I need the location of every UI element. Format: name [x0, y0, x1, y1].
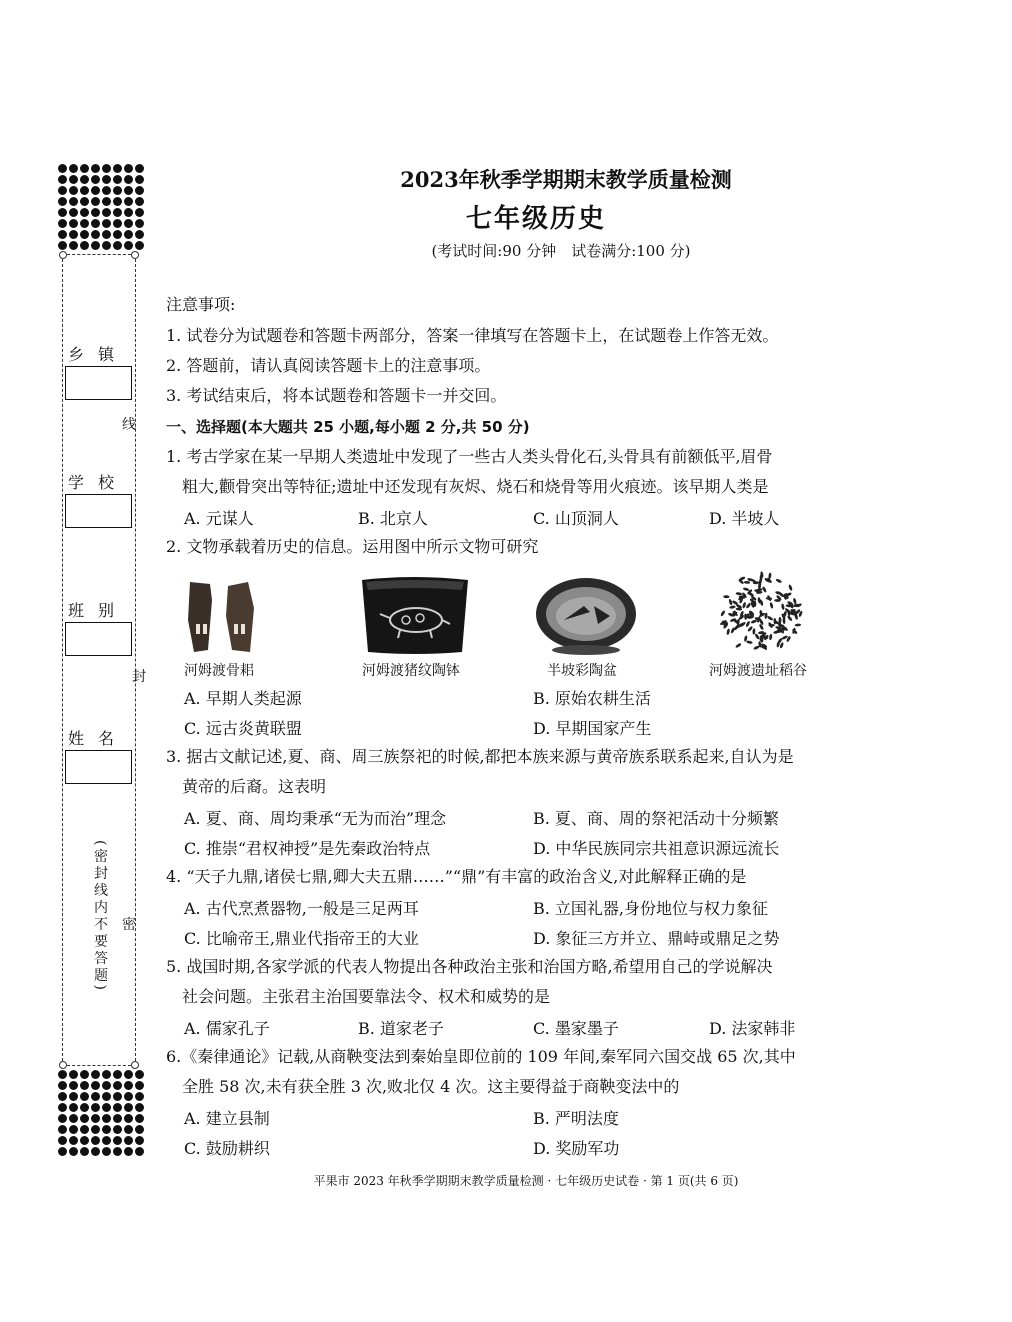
- dot: [58, 1147, 67, 1156]
- option: C. 比喻帝王,鼎业代指帝王的大业: [184, 929, 419, 948]
- dot: [58, 1081, 67, 1090]
- bottom-dot-pattern: [58, 1070, 140, 1157]
- dot: [102, 1147, 111, 1156]
- dot: [102, 1081, 111, 1090]
- field-label-town: 乡镇: [68, 345, 129, 364]
- page-footer: 平果市 2023 年秋季学期期末教学质量检测 · 七年级历史试卷 · 第 1 页(共 6 页): [313, 1174, 739, 1188]
- dot: [91, 1136, 100, 1145]
- rice-grain: [779, 642, 784, 649]
- option: D. 早期国家产生: [533, 719, 652, 738]
- dot: [102, 1092, 111, 1101]
- option: A. 建立县制: [184, 1109, 270, 1128]
- field-box-school[interactable]: [65, 494, 132, 528]
- rice-grain: [781, 603, 785, 610]
- option: B. 夏、商、周的祭祀活动十分频繁: [533, 809, 779, 828]
- rice-grain: [754, 633, 760, 640]
- image-caption: 河姆渡骨耜: [184, 663, 254, 679]
- option: A. 元谋人: [184, 509, 254, 528]
- dot: [80, 1114, 89, 1123]
- rice-grain: [736, 592, 743, 596]
- dot: [69, 1114, 78, 1123]
- dot: [69, 1103, 78, 1112]
- option: A. 古代烹煮器物,一般是三足两耳: [184, 899, 419, 918]
- field-box-name[interactable]: [65, 750, 132, 784]
- option: A. 早期人类起源: [184, 689, 302, 708]
- seal-char-secret: 密: [122, 917, 136, 933]
- question-text: 6.《秦律通论》记载,从商鞅变法到秦始皇即位前的 109 年间,秦军同六国交战 65 次,其中: [166, 1047, 796, 1066]
- rice-grain: [767, 615, 774, 621]
- dot: [58, 1114, 67, 1123]
- rice-grain: [787, 615, 793, 622]
- dot: [69, 1136, 78, 1145]
- exam-title: 2023年秋季学期期末教学质量检测: [400, 167, 732, 192]
- dot: [91, 1125, 100, 1134]
- option: C. 山顶洞人: [533, 509, 619, 528]
- exam-info: (考试时间:90 分钟 试卷满分:100 分): [431, 242, 691, 260]
- rice-grain: [793, 598, 797, 605]
- image-caption: 半坡彩陶盆: [547, 663, 617, 679]
- notice-item: 1. 试卷分为试题卷和答题卡两部分，答案一律填写在答题卡上，在试题卷上作答无效。: [166, 326, 779, 345]
- question-text: 3. 据古文献记述,夏、商、周三族祭祀的时候,都把本族来源与黄帝族系联系起来,自认为是: [166, 747, 794, 766]
- section-title: 一、选择题(本大题共 25 小题,每小题 2 分,共 50 分): [166, 418, 530, 436]
- question-text: 5. 战国时期,各家学派的代表人物提出各种政治主张和治国方略,希望用自己的学说解决: [166, 957, 773, 976]
- rice-grain: [759, 624, 765, 631]
- dot: [58, 1092, 67, 1101]
- dot: [135, 1147, 144, 1156]
- rice-grain: [723, 595, 730, 598]
- question-text: 粗大,颧骨突出等特征;遗址中还发现有灰烬、烧石和烧骨等用火痕迹。该早期人类是: [182, 477, 769, 496]
- option: A. 夏、商、周均秉承“无为而治”理念: [184, 809, 447, 828]
- dot: [58, 1070, 67, 1079]
- option: B. 北京人: [358, 509, 428, 528]
- rice-grain: [735, 643, 742, 649]
- rice-grain: [744, 581, 750, 584]
- painted-basin-image: [534, 576, 638, 656]
- option: C. 推崇“君权神授”是先秦政治特点: [184, 839, 431, 858]
- rice-grain: [726, 628, 730, 635]
- dot: [91, 1114, 100, 1123]
- rice-grain: [728, 599, 733, 606]
- dot: [135, 1070, 144, 1079]
- seal-char-seal: 封: [132, 669, 146, 685]
- notice-heading: 注意事项:: [166, 295, 236, 314]
- dot: [80, 1081, 89, 1090]
- dot: [102, 1103, 111, 1112]
- question-text: 4. “天子九鼎,诸侯七鼎,卿大夫五鼎……”“鼎”有丰富的政治含义,对此解释正确的是: [166, 867, 747, 886]
- dot: [80, 1092, 89, 1101]
- dot: [58, 1136, 67, 1145]
- question-text: 1. 考古学家在某一早期人类遗址中发现了一些古人类头骨化石,头骨具有前额低平,眉骨: [166, 447, 773, 466]
- pig-pattern-pot-image: [358, 574, 472, 656]
- rice-grain: [769, 602, 774, 609]
- dot: [113, 1070, 122, 1079]
- dot: [113, 1147, 122, 1156]
- dot: [58, 1103, 67, 1112]
- rice-grain: [729, 605, 736, 609]
- rice-grain: [762, 586, 767, 593]
- option: B. 原始农耕生活: [533, 689, 651, 708]
- field-box-town[interactable]: [65, 366, 132, 400]
- dot: [69, 1070, 78, 1079]
- seal-char-line: 线: [122, 417, 136, 433]
- dot: [69, 1092, 78, 1101]
- rice-grain: [730, 627, 735, 634]
- dot: [91, 1147, 100, 1156]
- dot: [80, 1147, 89, 1156]
- dot: [124, 1147, 133, 1156]
- option: B. 严明法度: [533, 1109, 619, 1128]
- dot: [135, 1136, 144, 1145]
- dot: [80, 1136, 89, 1145]
- dot: [135, 1081, 144, 1090]
- option: D. 半坡人: [709, 509, 780, 528]
- dot: [135, 1125, 144, 1134]
- image-caption: 河姆渡猪纹陶钵: [362, 663, 460, 679]
- dot: [69, 1125, 78, 1134]
- option: B. 道家老子: [358, 1019, 444, 1038]
- dot: [113, 1114, 122, 1123]
- dot: [124, 1114, 133, 1123]
- dot: [69, 1081, 78, 1090]
- dot: [135, 1114, 144, 1123]
- dot: [102, 1125, 111, 1134]
- dot: [124, 1125, 133, 1134]
- question-text: 全胜 58 次,未有获全胜 3 次,败北仅 4 次。这主要得益于商鞅变法中的: [182, 1077, 680, 1096]
- dot: [124, 1103, 133, 1112]
- seal-corner: [131, 1061, 139, 1069]
- option: C. 墨家墨子: [533, 1019, 619, 1038]
- question-text: 黄帝的后裔。这表明: [182, 777, 327, 796]
- option: D. 中华民族同宗共祖意识源远流长: [533, 839, 780, 858]
- dot: [69, 1147, 78, 1156]
- dot: [102, 1114, 111, 1123]
- notice-item: 3. 考试结束后，将本试题卷和答题卡一并交回。: [166, 386, 507, 405]
- rice-grain: [745, 602, 751, 609]
- dot: [113, 1103, 122, 1112]
- bone-spade-image: [182, 580, 262, 656]
- dot: [80, 1103, 89, 1112]
- rice-grain: [775, 578, 782, 583]
- rice-grain: [788, 584, 793, 591]
- question-text: 社会问题。主张君主治国要靠法令、权术和威势的是: [182, 987, 551, 1006]
- notice-item: 2. 答题前，请认真阅读答题卡上的注意事项。: [166, 356, 491, 375]
- dot: [80, 1070, 89, 1079]
- dot: [91, 1103, 100, 1112]
- field-label-class: 班别: [68, 601, 129, 620]
- dot: [124, 1070, 133, 1079]
- dot: [102, 1070, 111, 1079]
- option: B. 立国礼器,身份地位与权力象征: [533, 899, 769, 918]
- dot: [124, 1092, 133, 1101]
- option: D. 法家韩非: [709, 1019, 796, 1038]
- rice-grain: [742, 602, 746, 609]
- dot: [124, 1081, 133, 1090]
- dot: [80, 1125, 89, 1134]
- dot: [135, 1092, 144, 1101]
- dot: [113, 1136, 122, 1145]
- dot: [91, 1070, 100, 1079]
- rice-grain: [769, 634, 773, 641]
- seal-corner: [59, 1061, 67, 1069]
- rice-grain: [795, 623, 802, 626]
- dot: [102, 1136, 111, 1145]
- dot: [91, 1081, 100, 1090]
- rice-grain: [750, 619, 757, 624]
- option: C. 鼓励耕织: [184, 1139, 270, 1158]
- rice-grain: [752, 628, 755, 635]
- option: D. 奖励军功: [533, 1139, 620, 1158]
- dot: [113, 1092, 122, 1101]
- dot: [58, 1125, 67, 1134]
- dot: [113, 1125, 122, 1134]
- option: D. 象征三方并立、鼎峙或鼎足之势: [533, 929, 780, 948]
- dot: [124, 1136, 133, 1145]
- field-label-name: 姓名: [68, 729, 129, 748]
- dot: [113, 1081, 122, 1090]
- rice-grain: [745, 621, 750, 628]
- image-caption: 河姆渡遗址稻谷: [709, 663, 807, 679]
- option: C. 远古炎黄联盟: [184, 719, 302, 738]
- subject-title: 七年级历史: [465, 204, 606, 234]
- dot: [135, 1103, 144, 1112]
- question-text: 2. 文物承载着历史的信息。运用图中所示文物可研究: [166, 537, 539, 556]
- rice-grain: [743, 587, 750, 592]
- rice-grain: [720, 610, 726, 617]
- rice-grain: [747, 626, 753, 633]
- dot: [91, 1092, 100, 1101]
- option: A. 儒家孔子: [184, 1019, 270, 1038]
- rice-grain-image: [716, 568, 806, 658]
- field-label-school: 学校: [68, 473, 129, 492]
- seal-note: (密封线内不要答题): [92, 840, 108, 993]
- field-box-class[interactable]: [65, 622, 132, 656]
- rice-grain: [746, 640, 753, 644]
